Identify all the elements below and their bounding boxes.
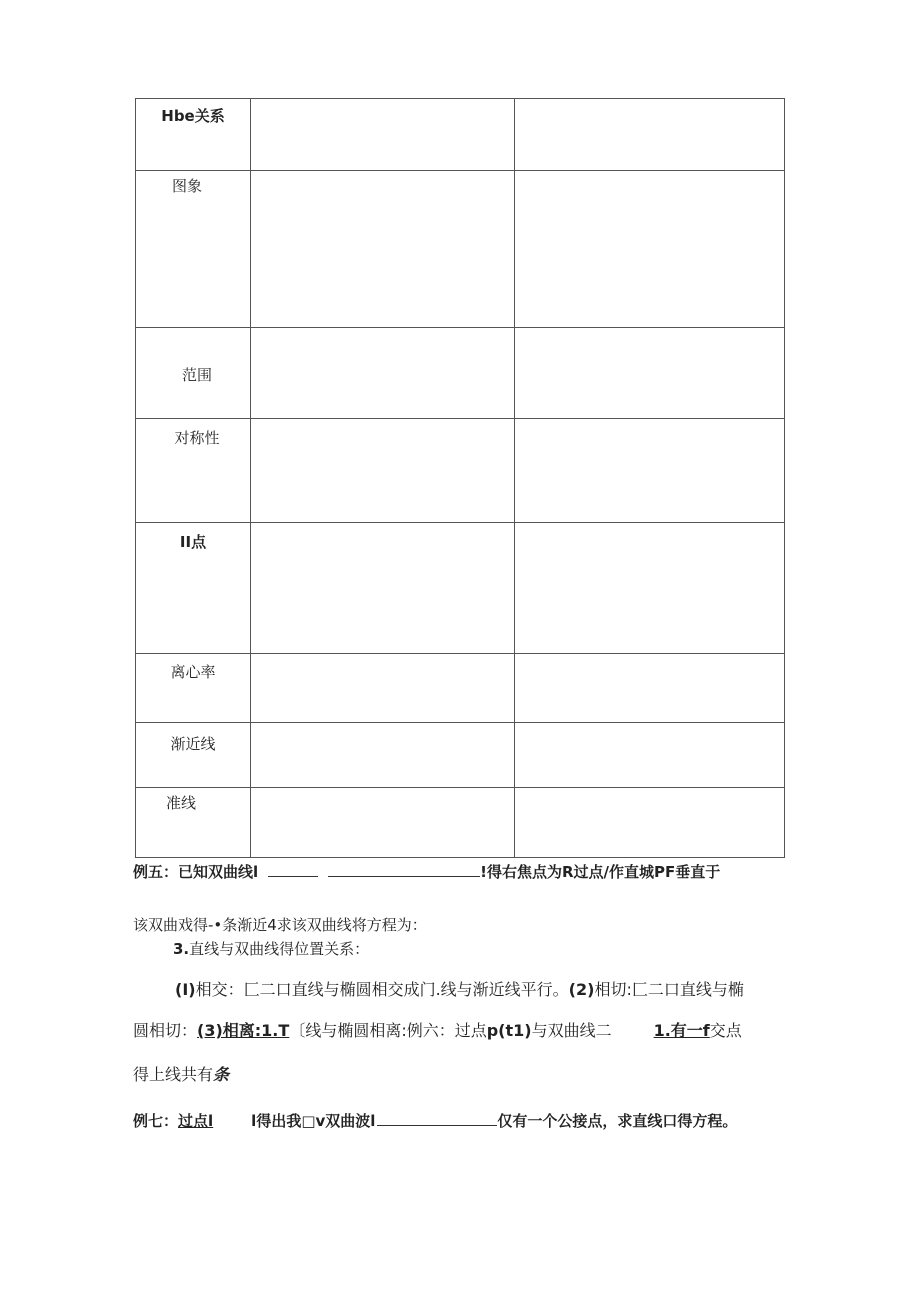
example-5-line-1 bbox=[133, 861, 720, 882]
answer-blank bbox=[268, 875, 318, 877]
row-label-asymptote: 渐近线 bbox=[170, 735, 216, 753]
blank-cell bbox=[515, 654, 785, 723]
blank-cell bbox=[251, 523, 515, 654]
blank-cell bbox=[515, 523, 785, 654]
hyperbola-text: 与双曲线二 bbox=[531, 1021, 612, 1040]
row-label-cell bbox=[136, 171, 251, 328]
row-label-abc-relation: Hbe关系 bbox=[161, 107, 225, 125]
blank-cell bbox=[515, 788, 785, 858]
section-number: 3. bbox=[173, 940, 190, 958]
table-row bbox=[136, 328, 785, 419]
point-p: p(t1) bbox=[486, 1021, 532, 1040]
hyperbola-properties-table bbox=[135, 98, 785, 858]
blank-cell bbox=[251, 788, 515, 858]
row-label-cell bbox=[136, 99, 251, 171]
item-label-separate: (3)相离:1.T bbox=[197, 1021, 290, 1040]
row-label-cell bbox=[136, 654, 251, 723]
table-row bbox=[136, 788, 785, 858]
table-row bbox=[136, 654, 785, 723]
row-label-range: 范围 bbox=[181, 366, 212, 384]
table-row bbox=[136, 419, 785, 523]
row-label-directrix: 准线 bbox=[166, 794, 197, 812]
blank-cell bbox=[251, 723, 515, 788]
tangent-text: 相切:匚二口直线与椭 bbox=[594, 980, 744, 999]
blank-cell bbox=[515, 419, 785, 523]
blank-cell bbox=[251, 328, 515, 419]
line-count-text: 得上线共有 bbox=[133, 1065, 214, 1084]
equation-fragment: 1.有一f bbox=[653, 1021, 710, 1040]
paragraph-line-2 bbox=[133, 1018, 742, 1041]
item-label-intersect: (I) bbox=[175, 980, 196, 999]
separate-text: 〔线与椭圆相离:例六：过点 bbox=[289, 1021, 487, 1040]
example-7-hyperbola: l得出我□v双曲波l bbox=[251, 1112, 376, 1130]
row-label-vertex: II点 bbox=[179, 533, 207, 551]
table-row bbox=[136, 523, 785, 654]
blank-cell bbox=[251, 654, 515, 723]
tangent-text-cont: 圆相切： bbox=[133, 1021, 198, 1040]
answer-blank bbox=[328, 875, 480, 877]
count-unit: 条 bbox=[213, 1065, 230, 1084]
table-row bbox=[136, 99, 785, 171]
section-title: 直线与双曲线得位置关系： bbox=[189, 940, 370, 958]
example-7-line bbox=[133, 1110, 737, 1131]
answer-blank bbox=[377, 1124, 497, 1126]
row-label-graph: 图象 bbox=[172, 177, 203, 195]
blank-cell bbox=[515, 723, 785, 788]
row-label-cell bbox=[136, 723, 251, 788]
example-5-suffix: !得右焦点为R过点/作直城PF垂直于 bbox=[480, 863, 721, 881]
blank-cell bbox=[515, 171, 785, 328]
table-row bbox=[136, 723, 785, 788]
example-7-point: 过点l bbox=[178, 1112, 214, 1130]
blank-cell bbox=[251, 419, 515, 523]
example-5-prefix: 例五：已知双曲线l bbox=[133, 863, 259, 881]
intersection-text: 交点 bbox=[709, 1021, 742, 1040]
blank-cell bbox=[251, 171, 515, 328]
row-label-cell bbox=[136, 788, 251, 858]
row-label-cell bbox=[136, 523, 251, 654]
item-label-tangent: (2) bbox=[568, 980, 595, 999]
row-label-eccentricity: 离心率 bbox=[170, 663, 216, 681]
blank-cell bbox=[251, 99, 515, 171]
paragraph-line-3 bbox=[133, 1062, 229, 1085]
table-row bbox=[136, 171, 785, 328]
row-label-cell bbox=[136, 328, 251, 419]
section-3-heading bbox=[173, 938, 369, 959]
blank-cell bbox=[515, 99, 785, 171]
row-label-cell bbox=[136, 419, 251, 523]
intersect-text: 相交：匚二口直线与椭圆相交成门.线与渐近线平行。 bbox=[195, 980, 569, 999]
paragraph-line-1 bbox=[175, 977, 744, 1000]
example-7-question: 仅有一个公接点，求直线口得方程。 bbox=[497, 1112, 738, 1130]
row-label-symmetry: 对称性 bbox=[174, 429, 220, 447]
example-7-label: 例七： bbox=[133, 1112, 179, 1130]
example-5-line-2: 该双曲戏得-•条渐近4求该双曲线将方程为： bbox=[133, 916, 427, 934]
blank-cell bbox=[515, 328, 785, 419]
